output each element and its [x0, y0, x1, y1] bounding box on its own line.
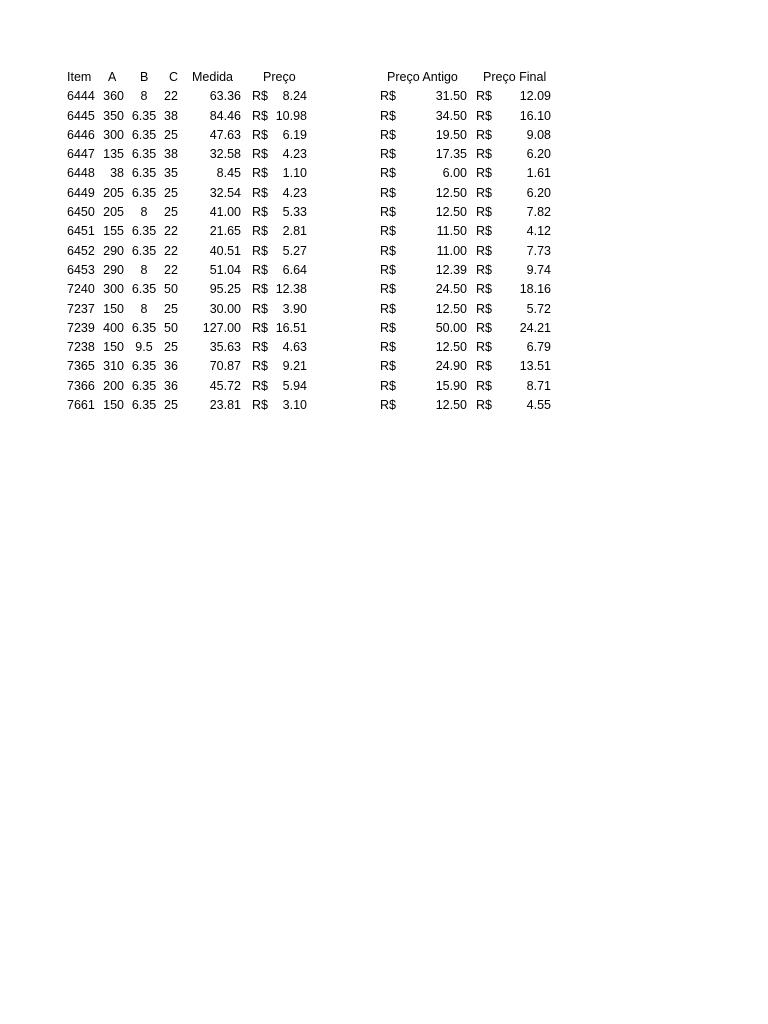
cell-item: 6449	[67, 185, 95, 200]
currency-symbol: R$	[380, 398, 396, 413]
cell-item: 6447	[67, 147, 95, 162]
cell-item: 6448	[67, 166, 95, 181]
currency-symbol: R$	[252, 205, 268, 220]
cell-c: 38	[164, 108, 178, 123]
cell-medida: 51.04	[209, 262, 241, 277]
cell-preco-final: 9.08	[526, 127, 551, 142]
cell-b: 6.35	[131, 320, 157, 335]
cell-item: 6453	[67, 262, 95, 277]
cell-preco-antigo: 50.00	[435, 320, 467, 335]
cell-c: 22	[164, 243, 178, 258]
cell-item: 7661	[67, 398, 95, 413]
cell-preco-antigo: 11.50	[436, 224, 467, 239]
cell-medida: 95.25	[209, 282, 241, 297]
cell-a: 200	[103, 378, 124, 393]
cell-c: 22	[164, 224, 178, 239]
cell-b: 6.35	[131, 359, 157, 374]
currency-symbol: R$	[252, 166, 268, 181]
currency-symbol: R$	[252, 243, 268, 258]
currency-symbol: R$	[476, 398, 492, 413]
cell-medida: 30.00	[209, 301, 241, 316]
cell-preco-final: 4.12	[526, 224, 551, 239]
cell-a: 205	[103, 185, 124, 200]
cell-preco: 1.10	[282, 166, 307, 181]
currency-symbol: R$	[476, 262, 492, 277]
column-header-item: Item	[67, 70, 92, 84]
cell-medida: 84.46	[209, 108, 241, 123]
cell-preco-antigo: 12.50	[435, 340, 467, 355]
currency-symbol: R$	[476, 340, 492, 355]
currency-symbol: R$	[380, 301, 396, 316]
cell-preco-antigo: 12.50	[435, 205, 467, 220]
column-header-medida: Medida	[192, 70, 233, 84]
cell-preco-final: 18.16	[519, 282, 551, 297]
cell-medida: 32.58	[209, 147, 241, 162]
cell-preco-final: 7.82	[526, 205, 551, 220]
cell-a: 300	[103, 127, 124, 142]
cell-c: 38	[164, 147, 178, 162]
cell-item: 7239	[67, 320, 95, 335]
currency-symbol: R$	[380, 378, 396, 393]
cell-preco: 4.23	[282, 147, 307, 162]
cell-b: 6.35	[131, 224, 157, 239]
column-header-preco: Preço	[263, 70, 296, 84]
currency-symbol: R$	[252, 282, 268, 297]
cell-item: 6445	[67, 108, 95, 123]
cell-a: 290	[103, 243, 124, 258]
cell-preco: 3.90	[282, 301, 307, 316]
cell-a: 135	[103, 147, 124, 162]
cell-preco-antigo: 34.50	[435, 108, 467, 123]
cell-b: 6.35	[131, 398, 157, 413]
cell-medida: 63.36	[209, 89, 241, 104]
cell-b: 6.35	[131, 127, 157, 142]
cell-c: 36	[164, 359, 178, 374]
currency-symbol: R$	[252, 127, 268, 142]
cell-preco-final: 9.74	[526, 262, 551, 277]
cell-b: 6.35	[131, 282, 157, 297]
cell-preco-antigo: 17.35	[435, 147, 467, 162]
currency-symbol: R$	[476, 243, 492, 258]
table-row	[0, 338, 768, 357]
cell-preco: 5.94	[282, 378, 307, 393]
currency-symbol: R$	[252, 185, 268, 200]
currency-symbol: R$	[476, 282, 492, 297]
cell-b: 8	[140, 89, 148, 104]
cell-preco: 10.98	[275, 108, 307, 123]
table-row	[0, 319, 768, 338]
cell-preco-antigo: 12.50	[435, 398, 467, 413]
table-row	[0, 242, 768, 261]
cell-medida: 45.72	[209, 378, 241, 393]
currency-symbol: R$	[476, 185, 492, 200]
table-row	[0, 261, 768, 280]
cell-a: 360	[103, 89, 124, 104]
cell-b: 6.35	[131, 185, 157, 200]
currency-symbol: R$	[380, 340, 396, 355]
table-row	[0, 396, 768, 415]
currency-symbol: R$	[380, 205, 396, 220]
price-table	[0, 68, 768, 415]
cell-preco: 8.24	[282, 89, 307, 104]
cell-b: 6.35	[131, 147, 157, 162]
currency-symbol: R$	[476, 205, 492, 220]
cell-a: 150	[103, 340, 124, 355]
cell-c: 25	[164, 301, 178, 316]
cell-a: 155	[103, 224, 124, 239]
cell-a: 150	[103, 301, 124, 316]
cell-a: 400	[103, 320, 124, 335]
column-header-a: A	[108, 70, 117, 84]
cell-preco-antigo: 11.00	[436, 243, 467, 258]
cell-b: 6.35	[131, 243, 157, 258]
currency-symbol: R$	[380, 243, 396, 258]
cell-preco-antigo: 12.50	[435, 185, 467, 200]
cell-medida: 70.87	[209, 359, 241, 374]
cell-a: 205	[103, 205, 124, 220]
table-row	[0, 126, 768, 145]
cell-preco-final: 6.20	[526, 147, 551, 162]
table-row	[0, 377, 768, 396]
currency-symbol: R$	[252, 340, 268, 355]
currency-symbol: R$	[476, 166, 492, 181]
cell-item: 6451	[67, 224, 95, 239]
cell-preco-final: 12.09	[519, 89, 551, 104]
table-row	[0, 184, 768, 203]
currency-symbol: R$	[252, 378, 268, 393]
table-row	[0, 300, 768, 319]
cell-b: 6.35	[131, 166, 157, 181]
currency-symbol: R$	[380, 89, 396, 104]
cell-preco-final: 24.21	[519, 320, 551, 335]
cell-item: 6450	[67, 205, 95, 220]
currency-symbol: R$	[476, 108, 492, 123]
currency-symbol: R$	[252, 108, 268, 123]
cell-a: 350	[103, 108, 124, 123]
currency-symbol: R$	[380, 359, 396, 374]
cell-preco: 6.19	[282, 127, 307, 142]
currency-symbol: R$	[252, 147, 268, 162]
cell-preco: 2.81	[282, 224, 307, 239]
cell-c: 50	[164, 320, 178, 335]
currency-symbol: R$	[476, 359, 492, 374]
currency-symbol: R$	[380, 147, 396, 162]
cell-medida: 127.00	[202, 320, 241, 335]
cell-c: 25	[164, 127, 178, 142]
currency-symbol: R$	[476, 378, 492, 393]
cell-preco-final: 8.71	[526, 378, 551, 393]
table-row	[0, 145, 768, 164]
cell-medida: 47.63	[209, 127, 241, 142]
table-header-row	[0, 68, 768, 87]
cell-medida: 35.63	[209, 340, 241, 355]
table-body	[0, 87, 768, 415]
currency-symbol: R$	[380, 224, 396, 239]
cell-preco-final: 16.10	[519, 108, 551, 123]
cell-medida: 40.51	[209, 243, 241, 258]
currency-symbol: R$	[380, 166, 396, 181]
cell-preco-final: 5.72	[526, 301, 551, 316]
cell-medida: 32.54	[209, 185, 241, 200]
cell-preco: 9.21	[282, 359, 307, 374]
cell-preco-antigo: 24.50	[435, 282, 467, 297]
column-header-b: B	[140, 70, 149, 84]
column-header-preco-antigo: Preço Antigo	[387, 70, 458, 84]
cell-a: 150	[103, 398, 124, 413]
cell-preco: 6.64	[282, 262, 307, 277]
cell-a: 290	[103, 262, 124, 277]
currency-symbol: R$	[476, 147, 492, 162]
currency-symbol: R$	[252, 320, 268, 335]
currency-symbol: R$	[252, 89, 268, 104]
cell-item: 7366	[67, 378, 95, 393]
currency-symbol: R$	[380, 262, 396, 277]
cell-preco: 4.63	[282, 340, 307, 355]
cell-c: 36	[164, 378, 178, 393]
cell-preco-antigo: 12.50	[435, 301, 467, 316]
currency-symbol: R$	[476, 89, 492, 104]
currency-symbol: R$	[476, 224, 492, 239]
cell-preco-final: 6.79	[526, 340, 551, 355]
cell-c: 25	[164, 185, 178, 200]
cell-b: 6.35	[131, 378, 157, 393]
cell-b: 9.5	[135, 340, 153, 355]
cell-a: 310	[103, 359, 124, 374]
cell-preco-antigo: 24.90	[435, 359, 467, 374]
cell-b: 8	[140, 301, 148, 316]
cell-item: 7237	[67, 301, 95, 316]
currency-symbol: R$	[380, 185, 396, 200]
cell-preco-final: 13.51	[519, 359, 551, 374]
table-row	[0, 87, 768, 106]
cell-c: 25	[164, 205, 178, 220]
currency-symbol: R$	[252, 301, 268, 316]
cell-medida: 21.65	[209, 224, 241, 239]
cell-c: 25	[164, 340, 178, 355]
cell-medida: 8.45	[216, 166, 241, 181]
table-row	[0, 203, 768, 222]
table-row	[0, 222, 768, 241]
cell-c: 50	[164, 282, 178, 297]
currency-symbol: R$	[252, 262, 268, 277]
cell-b: 6.35	[131, 108, 157, 123]
cell-preco-antigo: 6.00	[442, 166, 467, 181]
cell-b: 8	[140, 205, 148, 220]
currency-symbol: R$	[252, 359, 268, 374]
table-row	[0, 107, 768, 126]
cell-item: 6444	[67, 89, 95, 104]
cell-preco: 5.27	[282, 243, 307, 258]
cell-preco-final: 1.61	[526, 166, 551, 181]
cell-preco-final: 6.20	[526, 185, 551, 200]
currency-symbol: R$	[476, 320, 492, 335]
currency-symbol: R$	[380, 282, 396, 297]
cell-preco: 4.23	[282, 185, 307, 200]
cell-preco-final: 4.55	[526, 398, 551, 413]
table-row	[0, 280, 768, 299]
cell-a: 38	[110, 166, 124, 181]
cell-item: 6452	[67, 243, 95, 258]
currency-symbol: R$	[380, 108, 396, 123]
cell-medida: 23.81	[209, 398, 241, 413]
cell-preco-antigo: 19.50	[435, 127, 467, 142]
currency-symbol: R$	[252, 398, 268, 413]
cell-a: 300	[103, 282, 124, 297]
cell-preco: 3.10	[282, 398, 307, 413]
currency-symbol: R$	[380, 320, 396, 335]
column-header-preco-final: Preço Final	[483, 70, 547, 84]
cell-c: 25	[164, 398, 178, 413]
currency-symbol: R$	[380, 127, 396, 142]
cell-preco: 12.38	[275, 282, 307, 297]
cell-item: 7365	[67, 359, 95, 374]
cell-medida: 41.00	[209, 205, 241, 220]
cell-item: 7238	[67, 340, 95, 355]
cell-c: 35	[164, 166, 178, 181]
cell-c: 22	[164, 89, 178, 104]
currency-symbol: R$	[476, 127, 492, 142]
currency-symbol: R$	[252, 224, 268, 239]
cell-preco: 16.51	[275, 320, 307, 335]
table-row	[0, 164, 768, 183]
column-header-c: C	[169, 70, 179, 84]
cell-preco: 5.33	[282, 205, 307, 220]
cell-preco-antigo: 15.90	[435, 378, 467, 393]
cell-preco-antigo: 12.39	[435, 262, 467, 277]
table-row	[0, 357, 768, 376]
cell-preco-antigo: 31.50	[435, 89, 467, 104]
currency-symbol: R$	[476, 301, 492, 316]
cell-item: 7240	[67, 282, 95, 297]
cell-preco-final: 7.73	[526, 243, 551, 258]
cell-c: 22	[164, 262, 178, 277]
cell-item: 6446	[67, 127, 95, 142]
cell-b: 8	[140, 262, 148, 277]
